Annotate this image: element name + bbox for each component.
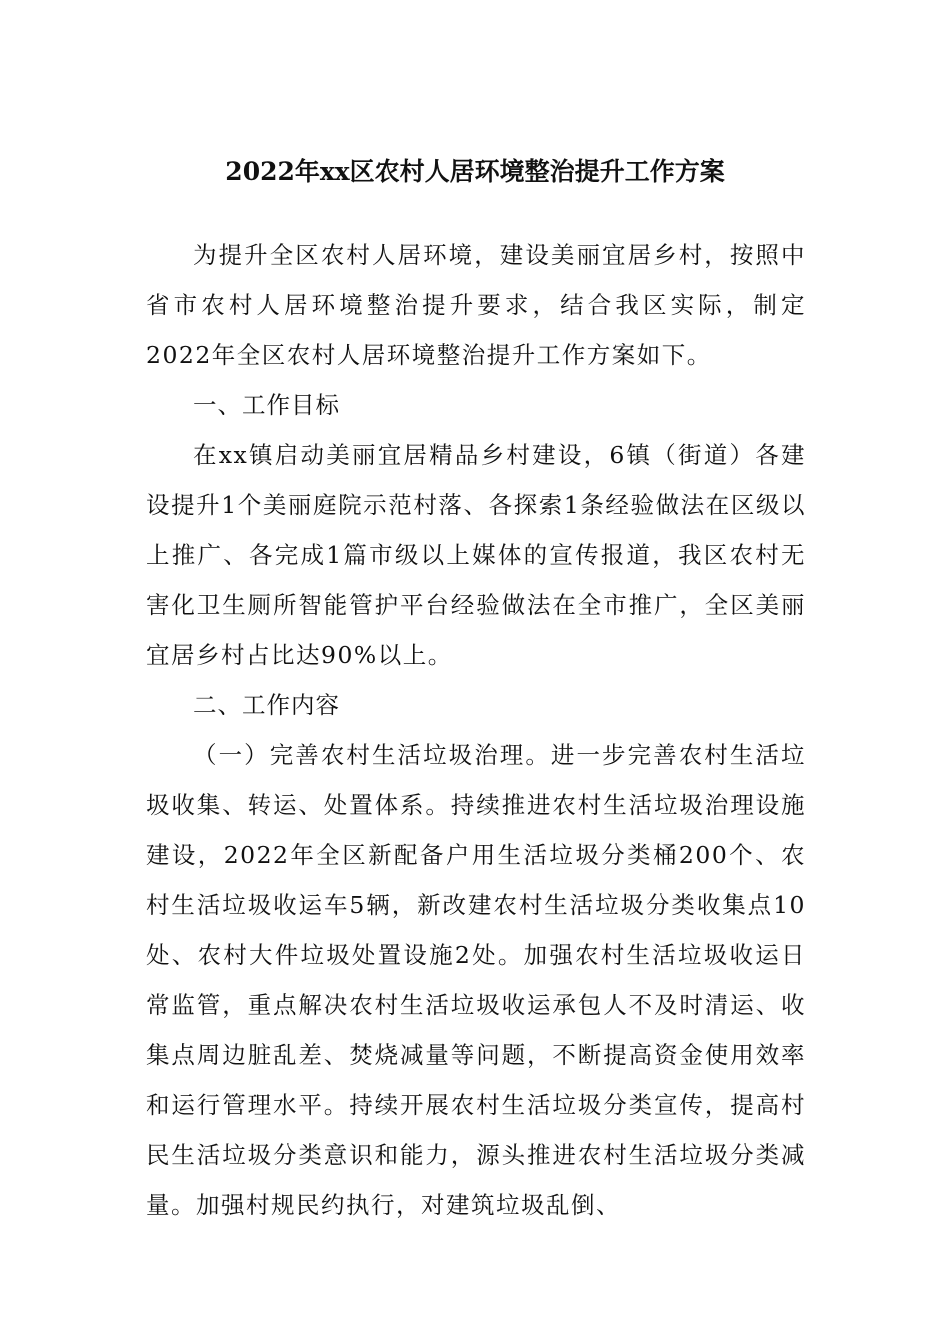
- document-body: [146, 230, 806, 1230]
- section-heading-goals: 一、工作目标: [193, 391, 340, 419]
- goals-paragraph: 在xx镇启动美丽宜居精品乡村建设，6镇（街道）各建设提升1个美丽庭院示范村落、各探索1条经验做法在区级以上推广、各完成1篇市级以上媒体的宣传报道，我区农村无害化卫生厕所智能管护平台经验做法在全市推广，全区美丽宜居乡村占比达90%以上。: [146, 441, 806, 669]
- content-item-1-paragraph: （一）完善农村生活垃圾治理。进一步完善农村生活垃圾收集、转运、处置体系。持续推进农村生活垃圾治理设施建设，2022年全区新配备户用生活垃圾分类桶200个、农村生活垃圾收运车5辆，新改建农村生活垃圾分类收集点10处、农村大件垃圾处置设施2处。加强农村生活垃圾收运日常监管，重点解决农村生活垃圾收运承包人不及时清运、收集点周边脏乱差、焚烧减量等问题，不断提高资金使用效率和运行管理水平。持续开展农村生活垃圾分类宣传，提高村民生活垃圾分类意识和能力，源头推进农村生活垃圾分类减量。加强村规民约执行，对建筑垃圾乱倒、: [146, 741, 806, 1219]
- intro-paragraph: 为提升全区农村人居环境，建设美丽宜居乡村，按照中省市农村人居环境整治提升要求，结合我区实际，制定2022年全区农村人居环境整治提升工作方案如下。: [146, 241, 806, 369]
- section-heading-content: 二、工作内容: [193, 691, 340, 719]
- document-title: 2022年xx区农村人居环境整治提升工作方案: [225, 157, 725, 186]
